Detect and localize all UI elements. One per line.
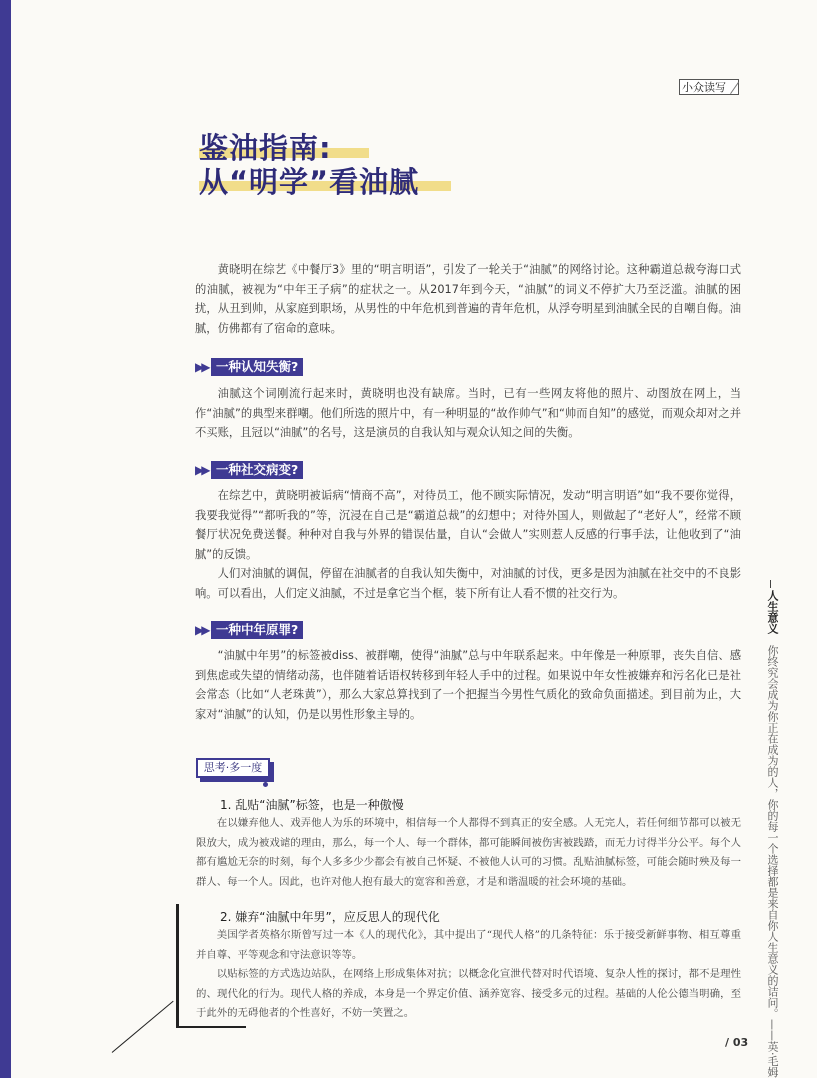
section-3-heading: ▶▶ 一种中年原罪? — [195, 621, 303, 639]
section-1-body: 油腻这个词刚流行起来时，黄晓明也没有缺席。当时，已有一些网友将他的照片、动图放在网上，当作“油腻”的典型来群嘲。他们所选的照片中，有一种明显的“故作帅气”和“帅而自知”的感觉，而观众却对之并不买账，且冠以“油腻”的名号，这是演员的自我认知与观众认知之间的失衡。 — [195, 387, 741, 439]
side-quote: 人生意义 你终究会成为你正在成为的人，你的每一个选择都是来自你人生意义的诘问。——英·毛姆 — [766, 590, 779, 1078]
title-line-2: 从“明学”看油腻 — [199, 165, 420, 199]
title-line-1: 鉴油指南: — [199, 131, 332, 165]
corner-line-vertical — [176, 904, 179, 1028]
section-tag: 小众读写 — [679, 79, 739, 95]
left-accent-bar — [0, 0, 11, 1078]
section-2-body: 在综艺中，黄晓明被诟病“情商不高”，对待员工，他不顾实际情况，发动“明言明语”如“我不要你觉得，我要我觉得”“都听我的”等，沉浸在自己是“霸道总裁”的幻想中；对待外国人，则做起了“老好人”，经常不顾餐厅状况免费送餐。种种对自我与外界的错误估量，自认“会做人”实则惹人反感的行事手法，让他收到了“油腻”的反馈。 人们对油腻的调侃，停留在油腻者的自我认知失衡中，对油腻的讨伐，更多是因为油腻在社交中的不良影响。可以看出，人们定义油腻，不过是拿它当个框，装下所有让人看不惯的社交行为。 — [195, 489, 741, 600]
corner-line-horizontal — [176, 1026, 246, 1028]
question-2-body: 美国学者英格尔斯曾写过一本《人的现代化》，其中提出了“现代人格”的几条特征：乐于接受新鲜事物、相互尊重并自尊、平等观念和守法意识等等。 以贴标签的方式选边站队，在网络上形成集体对抗；以概念化宣泄代替对时代语境、复杂人性的探讨，都不是理性的、现代化的行为。现代人格的养成，本身是一个界定价值、涵养宽容、接受多元的过程。基础的人伦公德当明确，至于此外的无碍他者的个性喜好，不妨一笑置之。 — [196, 929, 741, 1020]
think-box-label: 思考·多一度 — [196, 758, 270, 778]
question-1-body: 在以嫌弃他人、戏弄他人为乐的环境中，相信每一个人都得不到真正的安全感。人无完人，若任何细节都可以被无限放大，成为被戏谑的理由，那么，每一个人、每一个群体，都可能瞬间被伤害被践踏，而无力讨得半分公平。每个人都有尴尬无奈的时刻，每个人多多少少都会有被自己怀疑、不被他人认可的习惯。乱贴油腻标签，可能会随时殃及每一群人、每一个人。因此，也许对他人抱有最大的宽容和善意，才是和谐温暖的社会环境的基础。 — [196, 817, 741, 888]
section-1-heading: ▶▶ 一种认知失衡? — [195, 358, 303, 376]
question-2-title: 2. 嫌弃“油腻中年男”，应反思人的现代化 — [220, 910, 440, 924]
question-1-title: 1. 乱贴“油腻”标签，也是一种傲慢 — [220, 798, 404, 812]
intro-paragraph: 黄晓明在综艺《中餐厅3》里的“明言明语”，引发了一轮关于“油腻”的网络讨论。这种霸道总裁夸海口式的油腻，被视为“中年王子病”的症状之一。从2017年到今天，“油腻”的词义不停扩大乃至泛滥。油腻的困扰，从丑到帅，从家庭到职场，从男性的中年危机到普遍的青年危机，从浮夸明星到油腻全民的自嘲自侮。油腻，仿佛都有了宿命的意味。 — [195, 263, 741, 335]
double-arrow-icon: ▶▶ — [195, 360, 208, 374]
double-arrow-icon: ▶▶ — [195, 623, 208, 637]
double-arrow-icon: ▶▶ — [195, 463, 208, 477]
corner-line-diagonal — [112, 1001, 174, 1053]
section-2-heading: ▶▶ 一种社交病变? — [195, 461, 303, 479]
think-box-dot — [263, 782, 268, 787]
side-rule — [770, 580, 771, 588]
page-number: / 03 — [725, 1036, 749, 1049]
section-3-body: “油腻中年男”的标签被diss、被群嘲，使得“油腻”总与中年联系起来。中年像是一种原罪，丧失自信、感到焦虑或失望的情绪动荡，也伴随着话语权转移到年轻人手中的过程。如果说中年女性被嫌弃和污名化已是社会常态（比如“人老珠黄”），那么大家总算找到了一个把握当今男性气质化的致命负面描述。到目前为止，大家对“油腻”的认知，仍是以男性形象主导的。 — [195, 649, 741, 721]
